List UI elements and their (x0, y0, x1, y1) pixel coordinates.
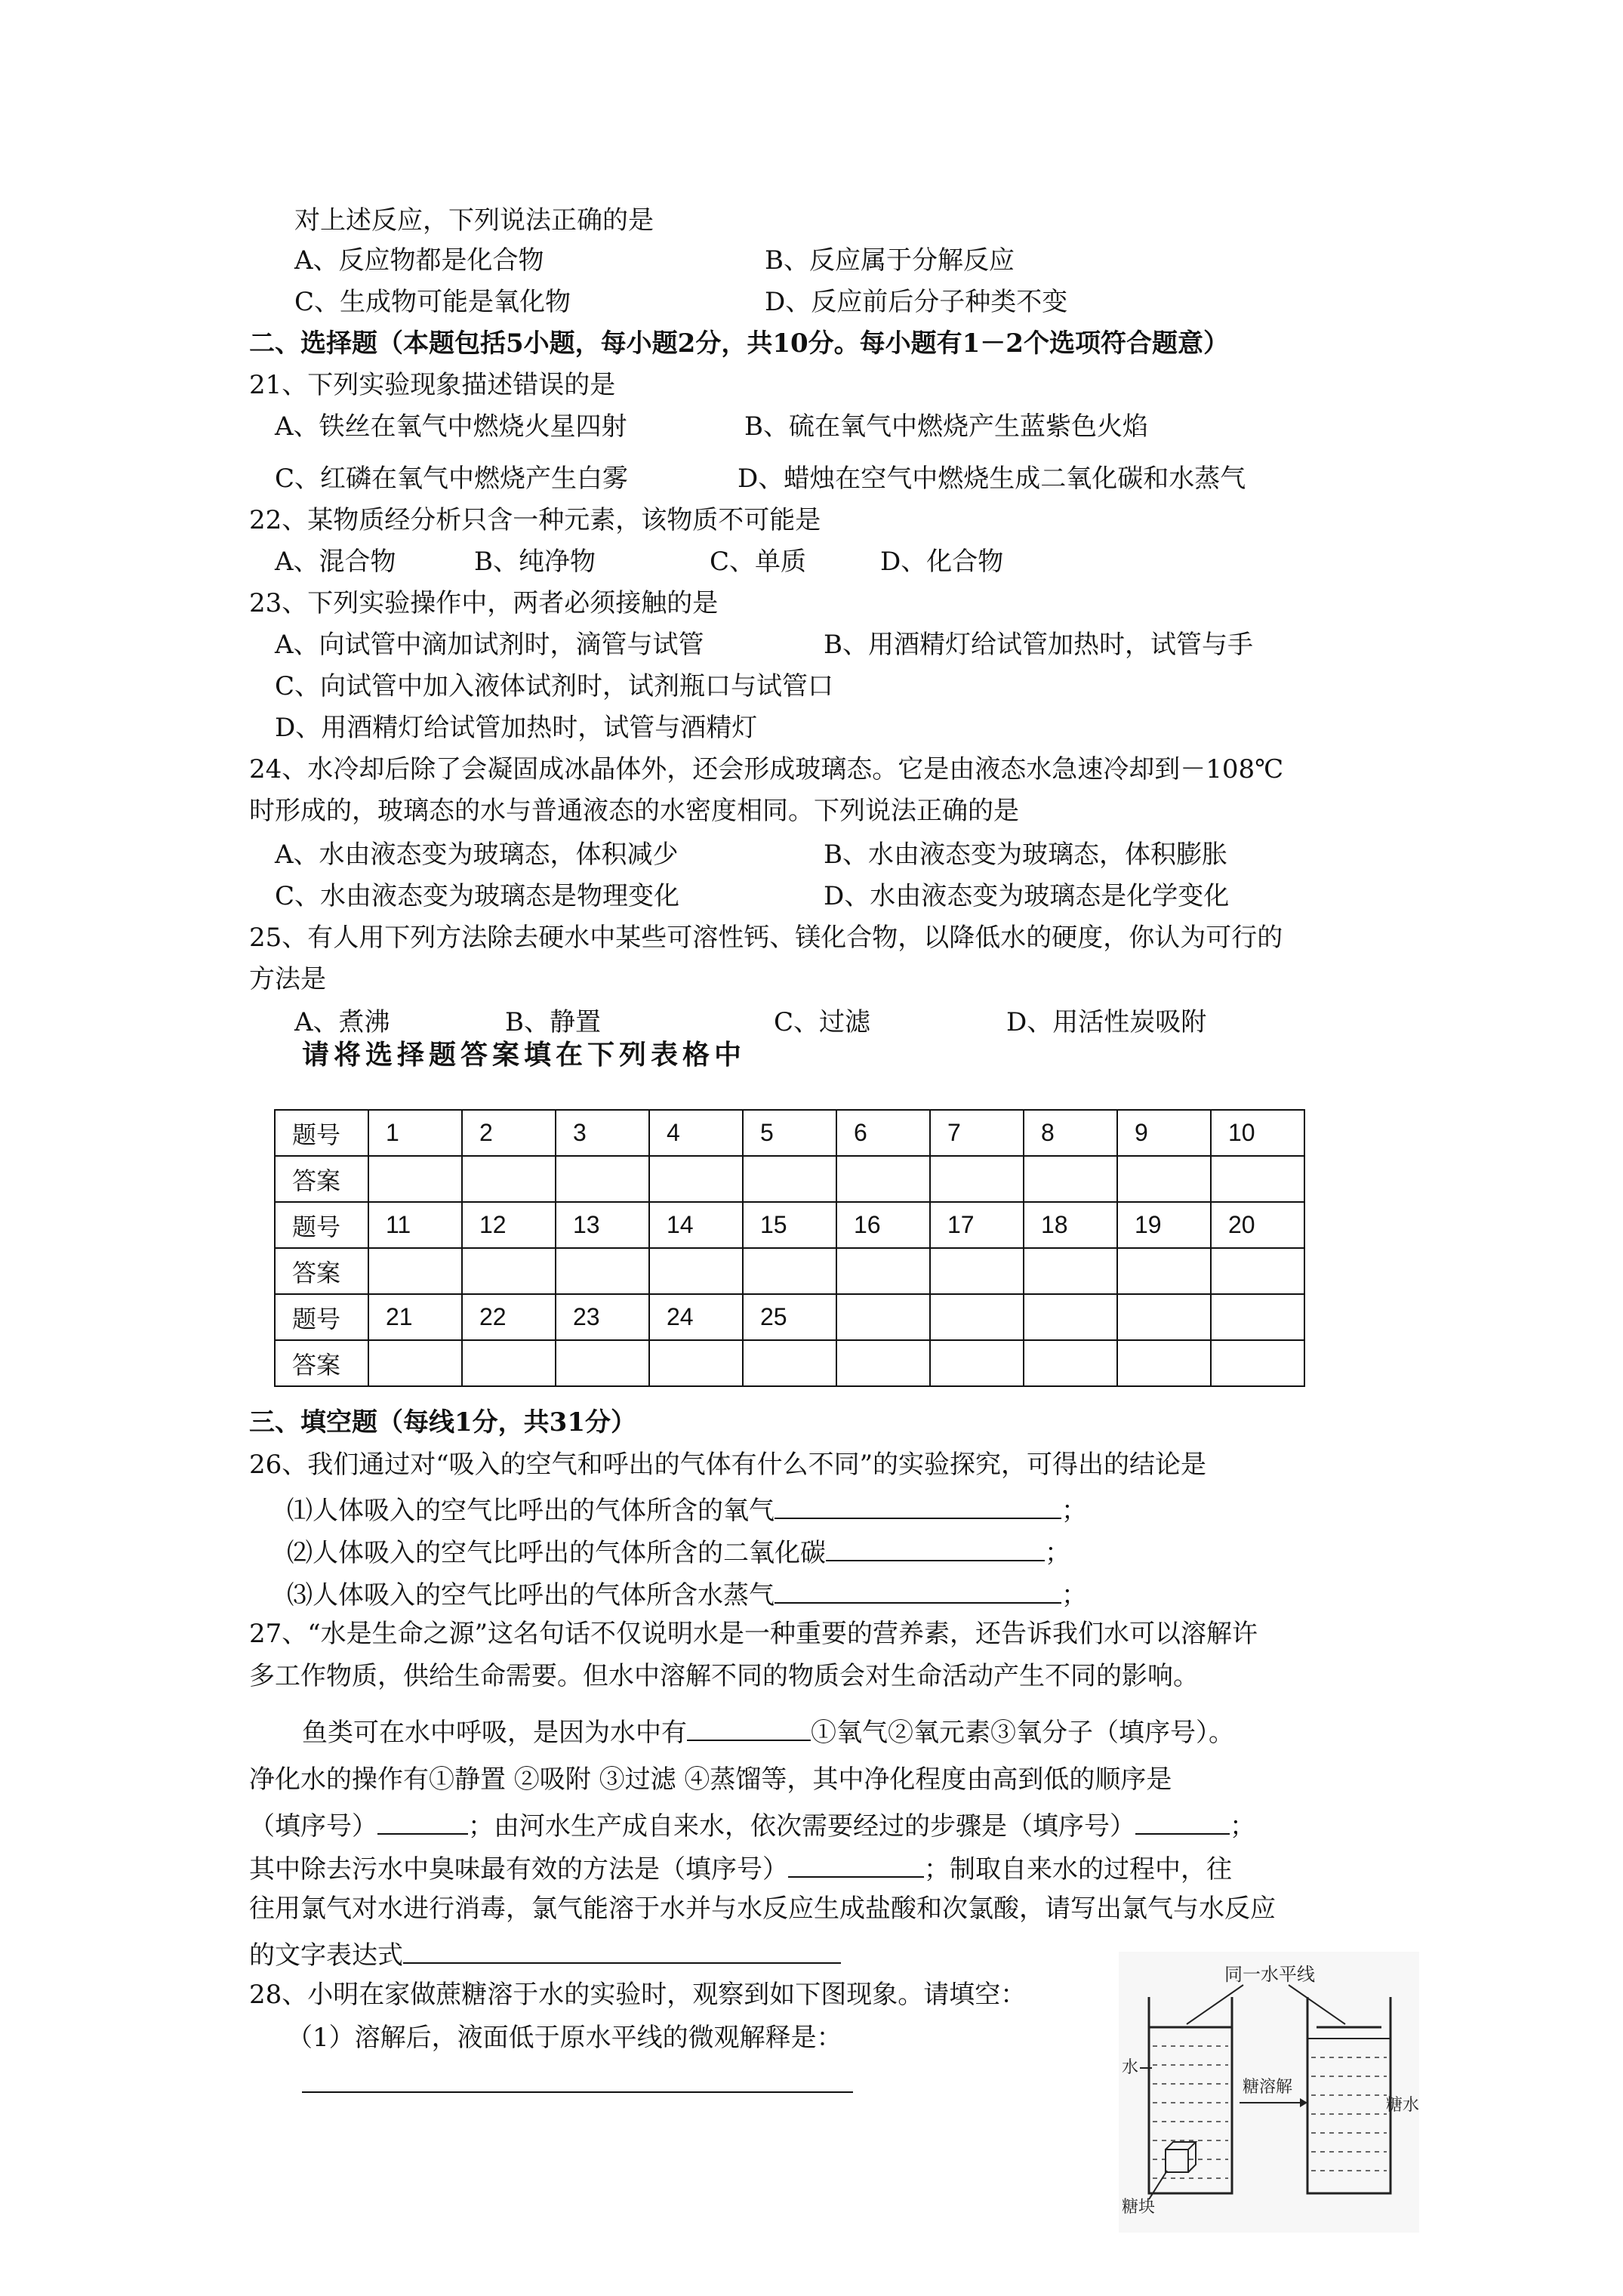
sugar-dissolving-figure (1119, 1952, 1419, 2233)
beaker-diagram (1119, 1952, 1419, 2233)
q27-line8-text: 的文字表达式 (249, 1940, 403, 1971)
answer-table-note: 请将选择题答案填在下列表格中 (302, 1040, 747, 1071)
figure-label-water: 水 (1122, 2058, 1139, 2077)
answer-cell[interactable] (930, 1248, 1024, 1294)
q23-option-b: B、用酒精灯给试管加热时，试管与手 (824, 630, 1253, 660)
answer-blank[interactable] (775, 1575, 1061, 1604)
answer-cell[interactable] (743, 1248, 836, 1294)
figure-label-top: 同一水平线 (1224, 1964, 1315, 1985)
question-number-cell: 9 (1117, 1110, 1211, 1156)
q26-item1 (287, 1490, 1087, 1527)
table-row (275, 1156, 1304, 1202)
section2-heading: 二、选择题（本题包括5小题，每小题2分，共10分。每小题有1－2个选项符合题意） (249, 328, 1229, 359)
q26-item3-text: ⑶人体吸入的空气比呼出的气体所含水蒸气 (287, 1580, 775, 1610)
q26-item2 (287, 1533, 1070, 1570)
intro-option-a: A、反应物都是化合物 (294, 245, 544, 276)
q22-option-b: B、纯净物 (474, 547, 596, 577)
q28-stem: 28、小明在家做蔗糖溶于水的实验时，观察到如下图现象。请填空： (249, 1980, 1027, 2010)
q24-option-b: B、水由液态变为玻璃态，体积膨胀 (824, 840, 1227, 870)
q28-answer-line (302, 2064, 853, 2101)
question-number-cell: 12 (462, 1202, 556, 1248)
section3-heading: 三、填空题（每线1分，共31分） (249, 1407, 636, 1438)
table-row (275, 1294, 1304, 1340)
answer-cell[interactable] (368, 1156, 462, 1202)
question-number-cell: 3 (556, 1110, 649, 1156)
q24-option-a: A、水由液态变为玻璃态，体积减少 (275, 840, 679, 870)
q21-option-a: A、铁丝在氧气中燃烧火星四射 (275, 411, 627, 442)
answer-cell[interactable] (556, 1248, 649, 1294)
answer-blank[interactable] (377, 1806, 468, 1835)
question-number-cell: 17 (930, 1202, 1024, 1248)
q27-line5 (249, 1806, 1255, 1843)
intro-stem: 对上述反应，下列说法正确的是 (294, 205, 654, 236)
sugar-cube-shape (1166, 2150, 1188, 2172)
table-row (275, 1340, 1304, 1386)
answer-cell[interactable] (1024, 1156, 1117, 1202)
question-number-cell: 19 (1117, 1202, 1211, 1248)
q24-stem-line2: 时形成的，玻璃态的水与普通液态的水密度相同。下列说法正确的是 (249, 796, 1019, 826)
q27-line2: 多工作物质，供给生命需要。但水中溶解不同的物质会对生命活动产生不同的影响。 (249, 1661, 1199, 1691)
table-row (275, 1248, 1304, 1294)
q27-line1: 27、“水是生命之源”这名句话不仅说明水是一种重要的营养素，还告诉我们水可以溶解许 (249, 1619, 1258, 1649)
q21-option-d: D、蜡烛在空气中燃烧生成二氧化碳和水蒸气 (738, 464, 1246, 494)
question-number-cell (1024, 1294, 1117, 1340)
q26-item2-text: ⑵人体吸入的空气比呼出的气体所含的二氧化碳 (287, 1538, 826, 1568)
answer-cell[interactable] (368, 1248, 462, 1294)
question-number-cell: 24 (649, 1294, 743, 1340)
answer-table (274, 1109, 1305, 1387)
answer-cell[interactable] (462, 1248, 556, 1294)
q24-option-c: C、水由液态变为玻璃态是物理变化 (275, 881, 680, 911)
q27-line6-text: 其中除去污水中臭味最有效的方法是（填序号） (249, 1854, 788, 1885)
q27-line4: 净化水的操作有①静置 ②吸附 ③过滤 ④蒸馏等，其中净化程度由高到低的顺序是 (249, 1764, 1172, 1795)
question-number-cell (1211, 1294, 1304, 1340)
answer-cell[interactable] (1024, 1248, 1117, 1294)
q24-option-d: D、水由液态变为玻璃态是化学变化 (824, 881, 1230, 911)
q21-option-b: B、硫在氧气中燃烧产生蓝紫色火焰 (744, 411, 1148, 442)
question-number-cell (1117, 1294, 1211, 1340)
question-number-cell: 4 (649, 1110, 743, 1156)
answer-blank[interactable] (775, 1490, 1061, 1519)
q21-option-c: C、红磷在氧气中燃烧产生白雾 (275, 464, 629, 494)
answer-cell[interactable] (743, 1340, 836, 1386)
answer-cell[interactable] (462, 1156, 556, 1202)
figure-label-sugar-block: 糖块 (1122, 2198, 1156, 2217)
intro-option-d: D、反应前后分子种类不变 (765, 287, 1068, 317)
answer-blank[interactable] (788, 1849, 924, 1878)
q23-option-a: A、向试管中滴加试剂时，滴管与试管 (275, 630, 704, 660)
q23-option-c: C、向试管中加入液体试剂时，试剂瓶口与试管口 (275, 671, 834, 701)
answer-cell[interactable] (930, 1340, 1024, 1386)
q27-line7: 往用氯气对水进行消毒，氯气能溶于水并与水反应生成盐酸和次氯酸，请写出氯气与水反应 (249, 1894, 1276, 1924)
row-label-answer: 答案 (275, 1248, 368, 1294)
q25-option-b: B、静置 (505, 1007, 601, 1037)
question-number-cell: 21 (368, 1294, 462, 1340)
q25-option-d: D、用活性炭吸附 (1006, 1007, 1207, 1037)
q27-line3-options: ①氧气②氧元素③氧分子（填序号）。 (811, 1718, 1234, 1748)
q27-line8 (249, 1935, 841, 1972)
answer-cell[interactable] (1024, 1340, 1117, 1386)
question-number-cell: 11 (368, 1202, 462, 1248)
q25-stem-line1: 25、有人用下列方法除去硬水中某些可溶性钙、镁化合物，以降低水的硬度，你认为可行的 (249, 923, 1283, 953)
answer-cell[interactable] (1211, 1248, 1304, 1294)
row-label-number: 题号 (275, 1294, 368, 1340)
semicolon: ； (1045, 1538, 1070, 1568)
answer-cell[interactable] (556, 1340, 649, 1386)
answer-blank[interactable] (826, 1533, 1045, 1561)
question-number-cell: 8 (1024, 1110, 1117, 1156)
question-number-cell: 18 (1024, 1202, 1117, 1248)
question-number-cell (836, 1294, 930, 1340)
q22-stem: 22、某物质经分析只含一种元素，该物质不可能是 (249, 505, 821, 535)
row-label-number: 题号 (275, 1110, 368, 1156)
q26-item3 (287, 1575, 1087, 1612)
semicolon: ； (1061, 1496, 1087, 1526)
q23-stem: 23、下列实验操作中，两者必须接触的是 (249, 588, 719, 618)
q27-line6 (249, 1849, 1232, 1886)
intro-option-b: B、反应属于分解反应 (765, 245, 1015, 276)
answer-blank[interactable] (1135, 1806, 1230, 1835)
answer-cell[interactable] (836, 1248, 930, 1294)
q27-line6-text2: ；制取自来水的过程中，往 (924, 1854, 1232, 1885)
q25-stem-line2: 方法是 (249, 964, 326, 994)
answer-blank[interactable] (302, 2064, 853, 2093)
q22-option-c: C、单质 (710, 547, 807, 577)
answer-cell[interactable] (556, 1156, 649, 1202)
row-label-answer: 答案 (275, 1156, 368, 1202)
table-row (275, 1110, 1304, 1156)
answer-cell[interactable] (836, 1156, 930, 1202)
question-number-cell: 15 (743, 1202, 836, 1248)
question-number-cell: 7 (930, 1110, 1024, 1156)
question-number-cell: 6 (836, 1110, 930, 1156)
q21-stem: 21、下列实验现象描述错误的是 (249, 370, 616, 400)
question-number-cell: 22 (462, 1294, 556, 1340)
q25-option-a: A、煮沸 (294, 1007, 390, 1037)
answer-cell[interactable] (1117, 1340, 1211, 1386)
q25-option-c: C、过滤 (774, 1007, 871, 1037)
figure-label-dissolve: 糖溶解 (1243, 2078, 1293, 2097)
answer-blank[interactable] (687, 1712, 811, 1741)
q26-item1-text: ⑴人体吸入的空气比呼出的气体所含的氧气 (287, 1496, 775, 1526)
figure-label-sugar-water: 糖水 (1386, 2096, 1419, 2115)
semicolon: ； (1061, 1580, 1087, 1610)
answer-cell[interactable] (1117, 1156, 1211, 1202)
question-number-cell: 14 (649, 1202, 743, 1248)
table-row (275, 1202, 1304, 1248)
question-number-cell: 25 (743, 1294, 836, 1340)
q22-option-d: D、化合物 (880, 547, 1004, 577)
question-number-cell: 16 (836, 1202, 930, 1248)
answer-cell[interactable] (930, 1156, 1024, 1202)
q27-line5-text2: ；由河水生产成自来水，依次需要经过的步骤是（填序号） (468, 1811, 1135, 1841)
q24-stem-line1: 24、水冷却后除了会凝固成冰晶体外，还会形成玻璃态。它是由液态水急速冷却到－108℃ (249, 754, 1284, 784)
q23-option-d: D、用酒精灯给试管加热时，试管与酒精灯 (275, 713, 758, 743)
intro-option-c: C、生成物可能是氧化物 (294, 287, 571, 317)
answer-cell[interactable] (743, 1156, 836, 1202)
answer-blank[interactable] (403, 1935, 841, 1964)
answer-cell[interactable] (649, 1156, 743, 1202)
q27-line3-text: 鱼类可在水中呼吸，是因为水中有 (302, 1718, 687, 1748)
question-number-cell: 23 (556, 1294, 649, 1340)
q28-item1: （1）溶解后，液面低于原水平线的微观解释是： (287, 2023, 842, 2053)
semicolon: ； (1230, 1811, 1255, 1841)
question-number-cell: 5 (743, 1110, 836, 1156)
question-number-cell: 13 (556, 1202, 649, 1248)
answer-cell[interactable] (368, 1340, 462, 1386)
q27-line5-text: （填序号） (249, 1811, 377, 1841)
answer-cell[interactable] (1211, 1156, 1304, 1202)
answer-cell[interactable] (649, 1248, 743, 1294)
answer-cell[interactable] (649, 1340, 743, 1386)
answer-cell[interactable] (1117, 1248, 1211, 1294)
q27-line3 (302, 1712, 1234, 1749)
answer-cell[interactable] (836, 1340, 930, 1386)
question-number-cell (930, 1294, 1024, 1340)
question-number-cell: 2 (462, 1110, 556, 1156)
q26-stem: 26、我们通过对“吸入的空气和呼出的气体有什么不同”的实验探究，可得出的结论是 (249, 1450, 1207, 1480)
answer-cell[interactable] (1211, 1340, 1304, 1386)
q22-option-a: A、混合物 (275, 547, 396, 577)
question-number-cell: 1 (368, 1110, 462, 1156)
row-label-number: 题号 (275, 1202, 368, 1248)
row-label-answer: 答案 (275, 1340, 368, 1386)
question-number-cell: 10 (1211, 1110, 1304, 1156)
answer-cell[interactable] (462, 1340, 556, 1386)
question-number-cell: 20 (1211, 1202, 1304, 1248)
